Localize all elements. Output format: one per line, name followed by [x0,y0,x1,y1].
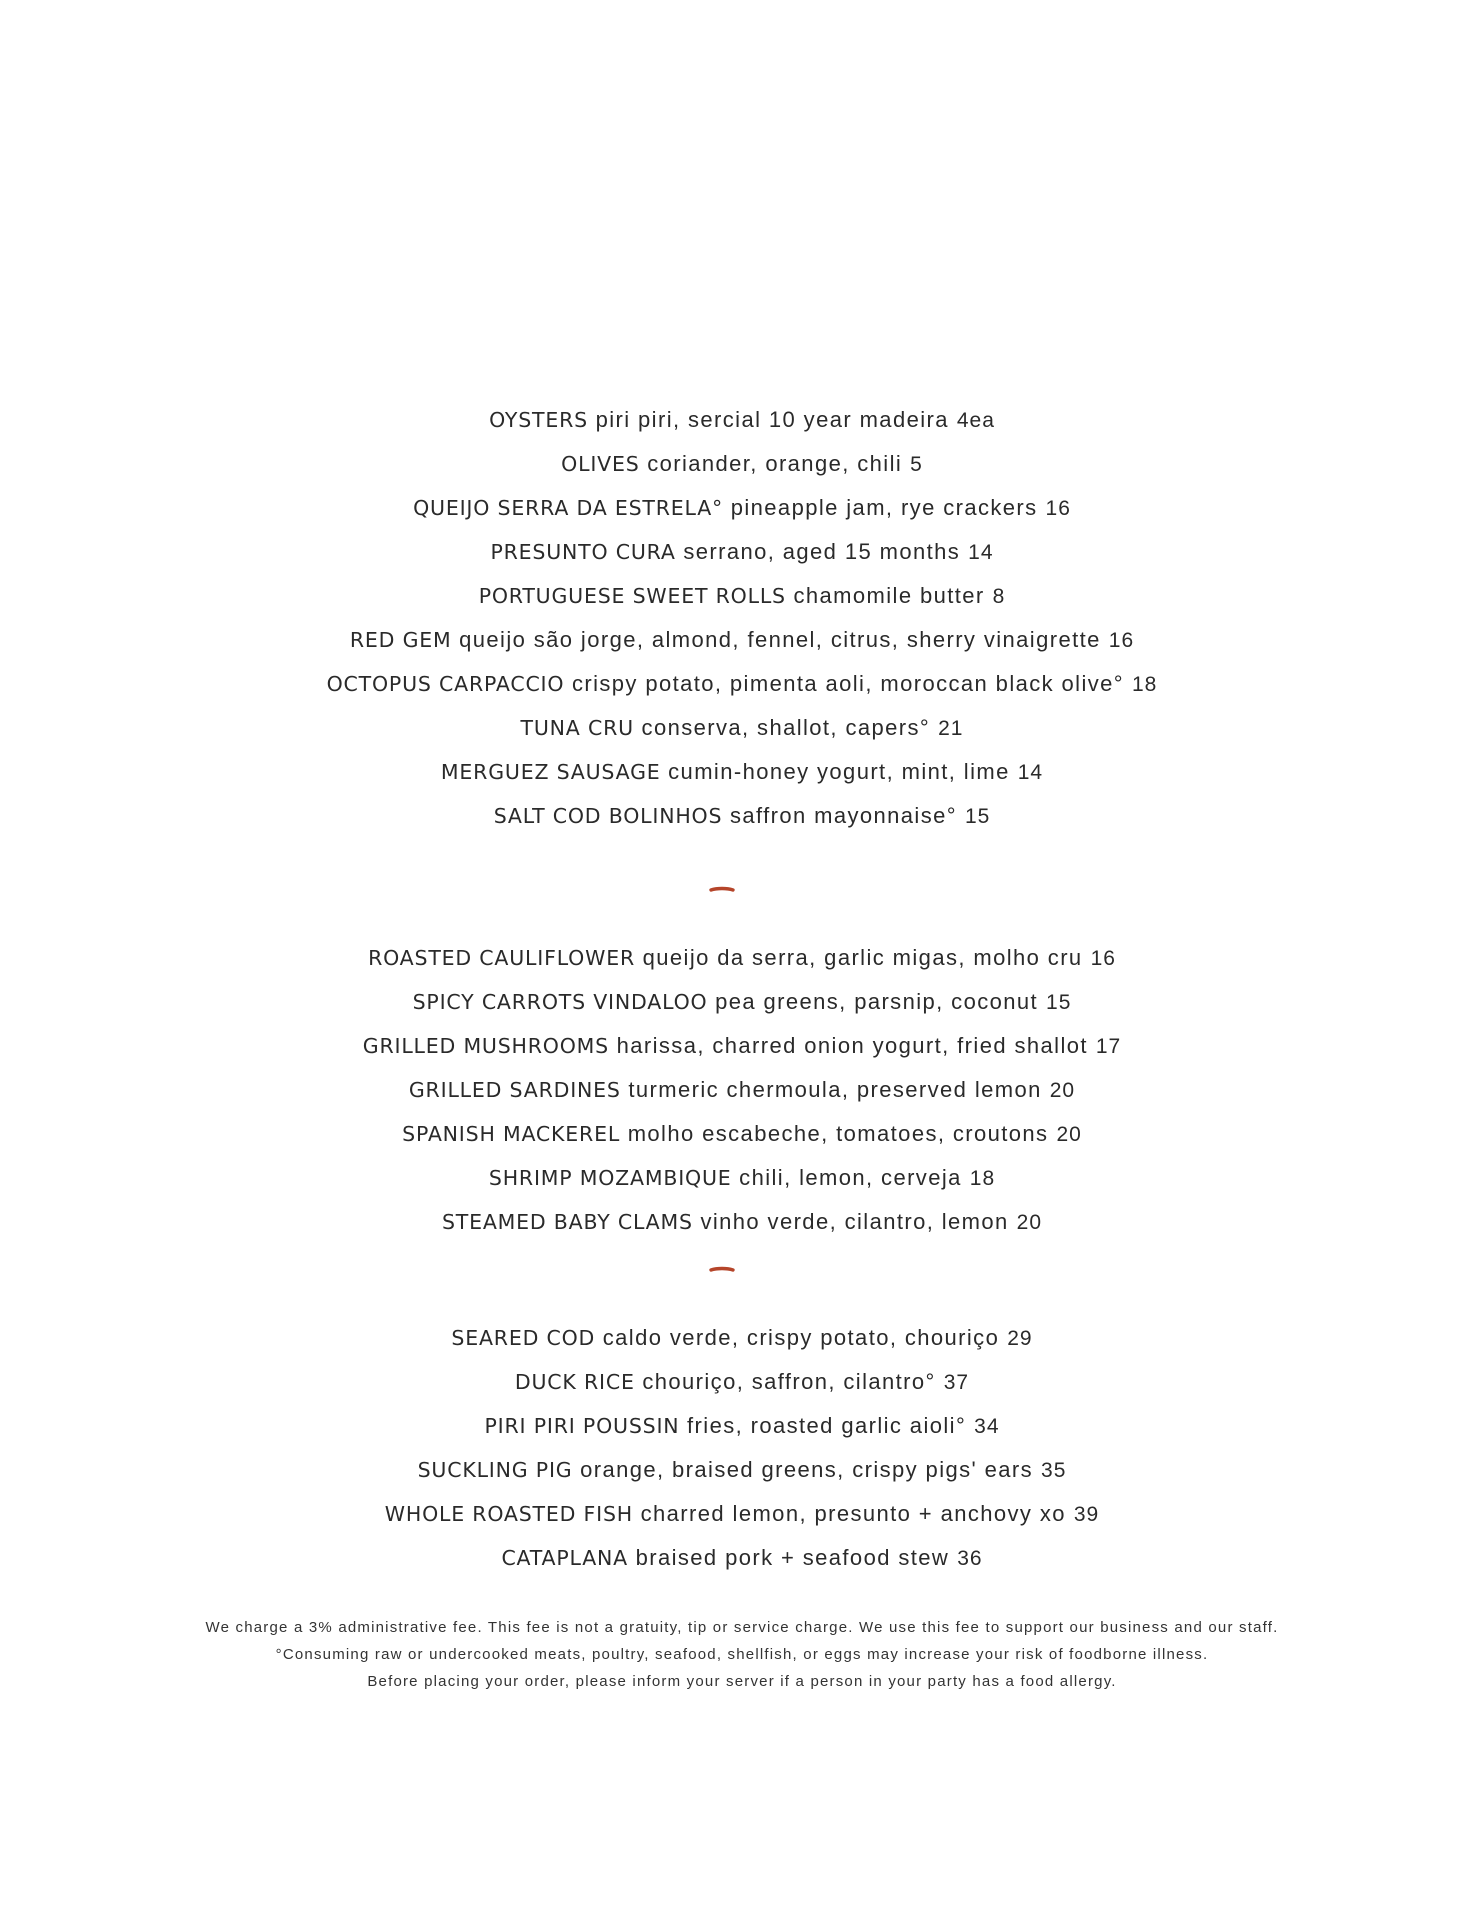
item-price: 15 [1046,991,1072,1014]
item-name: TUNA CRU [520,716,634,740]
item-price: 5 [910,453,923,476]
item-description: cumin-honey yogurt, mint, lime [668,759,1010,784]
item-price: 29 [1007,1327,1033,1350]
menu-item [0,750,1484,794]
menu-item [0,794,1484,838]
item-price: 34 [974,1415,1000,1438]
item-description: vinho verde, cilantro, lemon [700,1209,1009,1234]
menu-item [0,1316,1484,1360]
menu-item [0,1200,1484,1244]
menu-item [0,706,1484,750]
item-price: 39 [1073,1503,1100,1526]
item-description: chamomile butter [793,583,985,608]
item-price: 14 [968,541,994,564]
item-name: PIRI PIRI POUSSIN [484,1414,680,1438]
menu-item [0,936,1484,980]
menu-item [0,398,1484,442]
menu-item [0,1068,1484,1112]
item-price: 18 [1132,673,1158,696]
item-name: WHOLE ROASTED FISH [384,1502,633,1526]
item-description: conserva, shallot, capers° [641,715,931,740]
item-name: SEARED COD [451,1326,596,1350]
menu-item [0,1156,1484,1200]
item-description: piri piri, sercial 10 year madeira [595,407,949,432]
menu-item [0,1112,1484,1156]
item-description: harissa, charred onion yogurt, fried shallot [616,1033,1088,1058]
item-price: 36 [957,1547,983,1570]
section-divider-ornament [709,1262,735,1276]
menu-section-vegetables-seafood [0,936,1484,1244]
item-name: DUCK RICE [514,1370,635,1394]
item-description: saffron mayonnaise° [729,803,957,828]
menu-item [0,530,1484,574]
menu-item [0,1404,1484,1448]
item-description: charred lemon, presunto + anchovy xo [640,1501,1066,1526]
item-name: SUCKLING PIG [417,1458,573,1482]
item-name: SHRIMP MOZAMBIQUE [488,1166,732,1190]
section-divider-ornament [709,882,735,896]
item-description: queijo da serra, garlic migas, molho cru [642,945,1083,970]
item-description: pea greens, parsnip, coconut [715,989,1039,1014]
item-name: PRESUNTO CURA [490,540,676,564]
item-description: orange, braised greens, crispy pigs' ears [580,1457,1034,1482]
item-name: MERGUEZ SAUSAGE [440,760,661,784]
item-price: 17 [1095,1035,1122,1058]
item-name: ROASTED CAULIFLOWER [368,946,635,970]
item-price: 4ea [956,409,995,432]
item-description: pineapple jam, rye crackers [730,495,1038,520]
fee-notice: We charge a 3% administrative fee. This fee is not a gratuity, tip or service charge. We use this fee to support our business and our staff. [205,1619,1279,1636]
menu-item [0,1360,1484,1404]
item-name: PORTUGUESE SWEET ROLLS [478,584,786,608]
item-name: CATAPLANA [501,1546,628,1570]
menu-item [0,1536,1484,1580]
item-description: crispy potato, pimenta aoli, moroccan black olive° [571,671,1124,696]
item-description: serrano, aged 15 months [683,539,961,564]
item-description: queijo são jorge, almond, fennel, citrus, sherry vinaigrette [459,627,1101,652]
menu-item [0,486,1484,530]
menu-item [0,442,1484,486]
item-name: GRILLED SARDINES [408,1078,621,1102]
menu-section-mains [0,1316,1484,1580]
item-price: 20 [1056,1123,1082,1146]
item-price: 20 [1016,1211,1043,1234]
menu-item [0,980,1484,1024]
item-name: OCTOPUS CARPACCIO [326,672,565,696]
item-description: chouriço, saffron, cilantro° [642,1369,936,1394]
item-description: chili, lemon, cerveja [739,1165,962,1190]
menu-item [0,618,1484,662]
item-price: 35 [1041,1459,1067,1482]
item-price: 18 [969,1167,996,1190]
menu-item [0,662,1484,706]
item-price: 20 [1049,1079,1076,1102]
item-name: OLIVES [561,452,640,476]
item-name: OYSTERS [489,408,588,432]
menu-item [0,1448,1484,1492]
item-price: 15 [964,805,991,828]
item-price: 8 [992,585,1006,608]
item-description: fries, roasted garlic aioli° [687,1413,967,1438]
item-description: coriander, orange, chili [647,451,903,476]
item-description: turmeric chermoula, preserved lemon [628,1077,1042,1102]
item-description: braised pork + seafood stew [635,1545,950,1570]
allergy-notice: Before placing your order, please inform your server if a person in your party has a food allergy. [367,1673,1117,1690]
item-price: 16 [1045,497,1071,520]
menu-section-small-plates [0,398,1484,838]
item-price: 16 [1090,947,1116,970]
item-name: SALT COD BOLINHOS [493,804,723,828]
item-price: 21 [938,717,964,740]
item-name: SPICY CARROTS VINDALOO [412,990,708,1014]
menu-footer-notices [0,1614,1484,1695]
menu-item [0,1024,1484,1068]
item-name: SPANISH MACKEREL [402,1122,621,1146]
item-description: caldo verde, crispy potato, chouriço [602,1325,1000,1350]
raw-food-warning: °Consuming raw or undercooked meats, poultry, seafood, shellfish, or eggs may increase your risk of foodborne illness. [275,1646,1209,1663]
item-name: QUEIJO SERRA DA ESTRELA° [413,496,724,520]
item-name: STEAMED BABY CLAMS [441,1210,693,1234]
item-description: molho escabeche, tomatoes, croutons [627,1121,1049,1146]
menu-item [0,1492,1484,1536]
menu-item [0,574,1484,618]
item-price: 14 [1017,761,1044,784]
item-price: 16 [1108,629,1135,652]
item-name: RED GEM [349,628,452,652]
item-name: GRILLED MUSHROOMS [362,1034,609,1058]
item-price: 37 [943,1371,970,1394]
